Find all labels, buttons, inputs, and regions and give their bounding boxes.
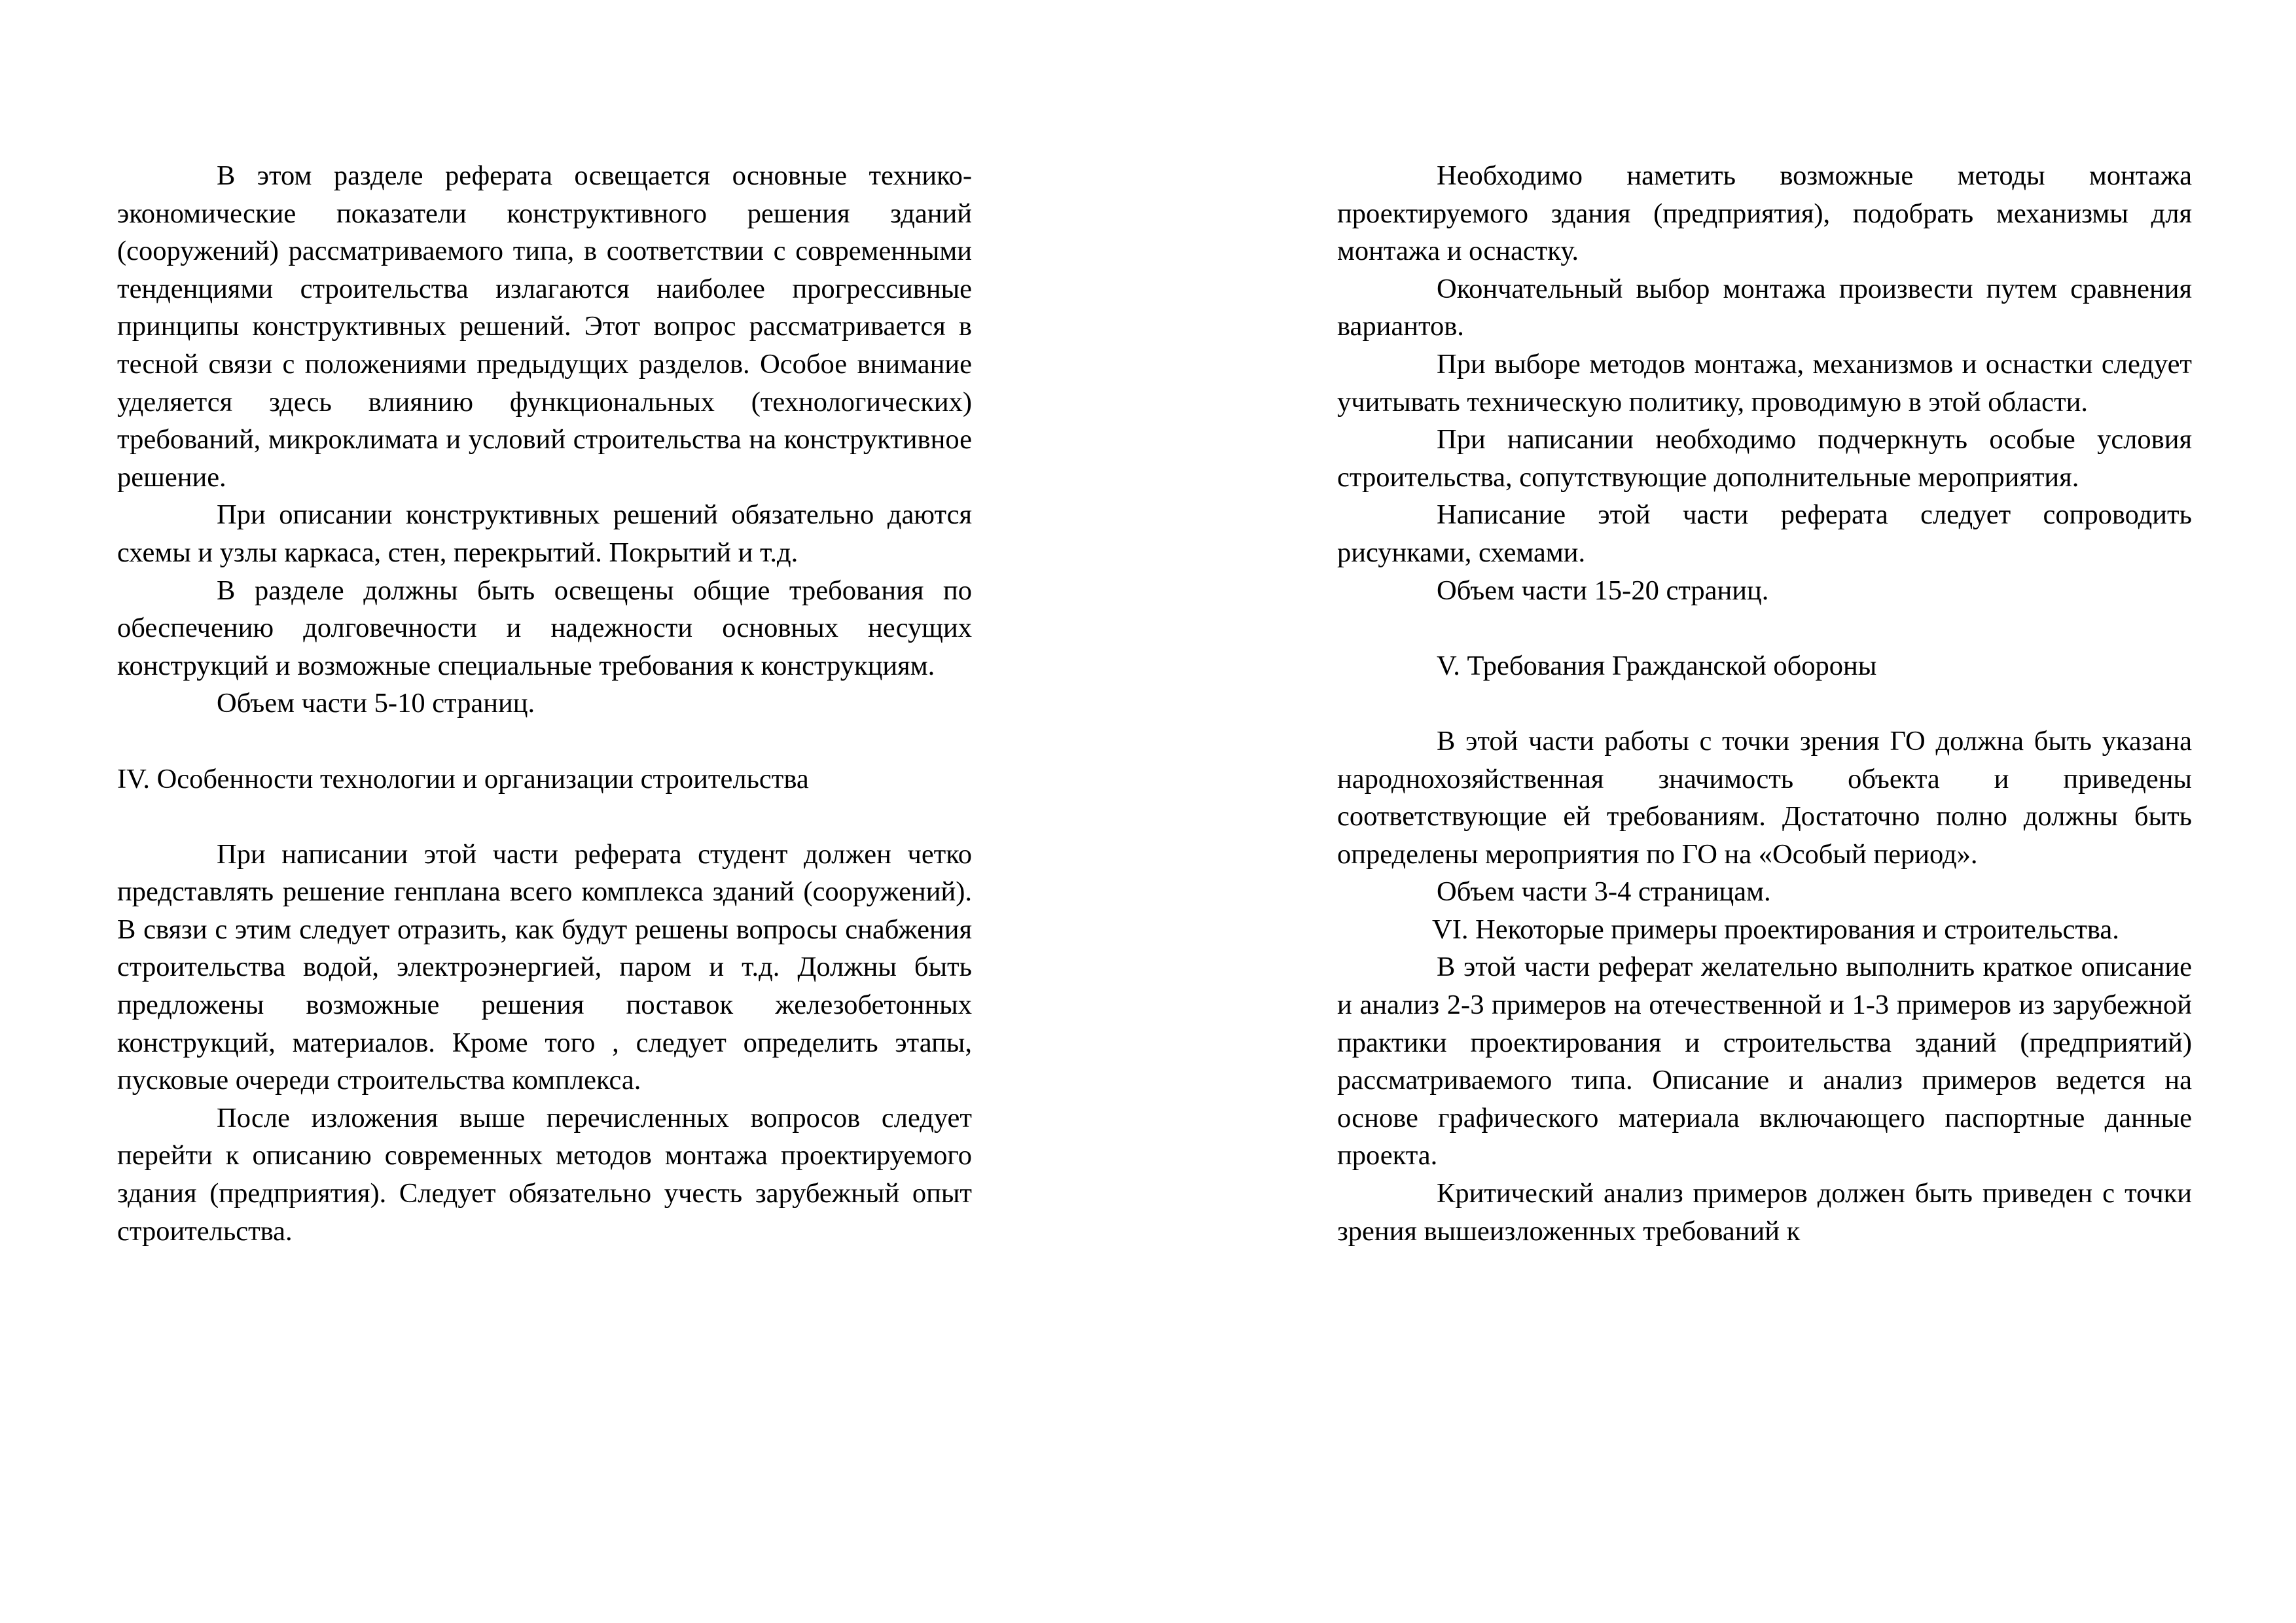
spacer — [117, 798, 972, 836]
section-heading-v: V. Требования Гражданской обороны — [1437, 650, 1877, 681]
spacer — [117, 722, 972, 760]
paragraph-volume-5-10: Объем части 5-10 страниц. — [217, 688, 535, 719]
paragraph-civil-defense: В этой части работы с точки зрения ГО должна быть указана народнохозяйственная значимость объекта и приведены соответствующие ей требованиям. Достаточно полно должны быть определены мероприятия по ГО на «Особый период». — [1337, 725, 2192, 870]
section-heading-vi: VI. Некоторые примеры проектирования и строительства. — [1432, 914, 2119, 945]
paragraph-durability-requirements: В разделе должны быть освещены общие требования по обеспечению долговечности и надежности основных несущих конструкций и возможные специальные требования к конструкциям. — [117, 575, 972, 681]
paragraph-examples-analysis: В этой части реферат желательно выполнить краткое описание и анализ 2-3 примеров на отечественной и 1-3 примеров из зарубежной практики проектирования и строительства зданий (предприятий) рассматриваемого типа. Описание и анализ примеров ведется на основе графического материала включающего паспортные данные проекта. — [1337, 952, 2192, 1171]
section-heading-iv: IV. Особенности технологии и организации строительства — [117, 763, 809, 794]
left-page-column — [117, 157, 972, 1250]
paragraph-critical-analysis: Критический анализ примеров должен быть приведен с точки зрения вышеизложенных требований к — [1337, 1178, 2192, 1247]
paragraph-technical-policy: При выборе методов монтажа, механизмов и оснастки следует учитывать техническую политику, проводимую в этой области. — [1337, 348, 2192, 418]
paragraph-volume-15-20: Объем части 15-20 страниц. — [1437, 575, 1769, 606]
spacer — [1337, 609, 2192, 647]
paragraph-illustrations: Написание этой части реферата следует сопроводить рисунками, схемами. — [1337, 499, 2192, 568]
paragraph-special-conditions: При написании необходимо подчеркнуть особые условия строительства, сопутствующие дополнительные мероприятия. — [1337, 424, 2192, 493]
right-page-column — [1337, 157, 2192, 1250]
spacer — [1337, 685, 2192, 722]
paragraph-outline-methods: Необходимо наметить возможные методы монтажа проектируемого здания (предприятия), подобрать механизмы для монтажа и оснастку. — [1337, 160, 2192, 267]
paragraph-constructive-schemes: При описании конструктивных решений обязательно даются схемы и узлы каркаса, стен, перекрытий. Покрытий и т.д. — [117, 499, 972, 568]
paragraph-volume-3-4: Объем части 3-4 страницам. — [1437, 876, 1771, 908]
paragraph-general-plan: При написании этой части реферата студент должен четко представлять решение генплана всего комплекса зданий (сооружений). В связи с этим следует отразить, как будут решены вопросы снабжения строительства водой, электроэнергией, паром и т.д. Должны быть предложены возможные решения поставок железобетонных конструкций, материалов. Кроме того , следует определить этапы, пусковые очереди строительства комплекса. — [117, 838, 972, 1096]
paragraph-constructive-indicators: В этом разделе реферата освещается основные технико-экономические показатели конструктивного решения зданий (сооружений) рассматриваемого типа, в соответствии с современными тенденциями строительства излагаются наиболее прогрессивные принципы конструктивных решений. Этот вопрос рассматривается в тесной связи с положениями предыдущих разделов. Особое внимание уделяется здесь влиянию функциональных (технологических) требований, микроклимата и условий строительства на конструктивное решение. — [117, 160, 972, 493]
paragraph-installation-methods: После изложения выше перечисленных вопросов следует перейти к описанию современных методов монтажа проектируемого здания (предприятия). Следует обязательно учесть зарубежный опыт строительства. — [117, 1102, 972, 1247]
paragraph-final-choice: Окончательный выбор монтажа произвести путем сравнения вариантов. — [1337, 273, 2192, 342]
